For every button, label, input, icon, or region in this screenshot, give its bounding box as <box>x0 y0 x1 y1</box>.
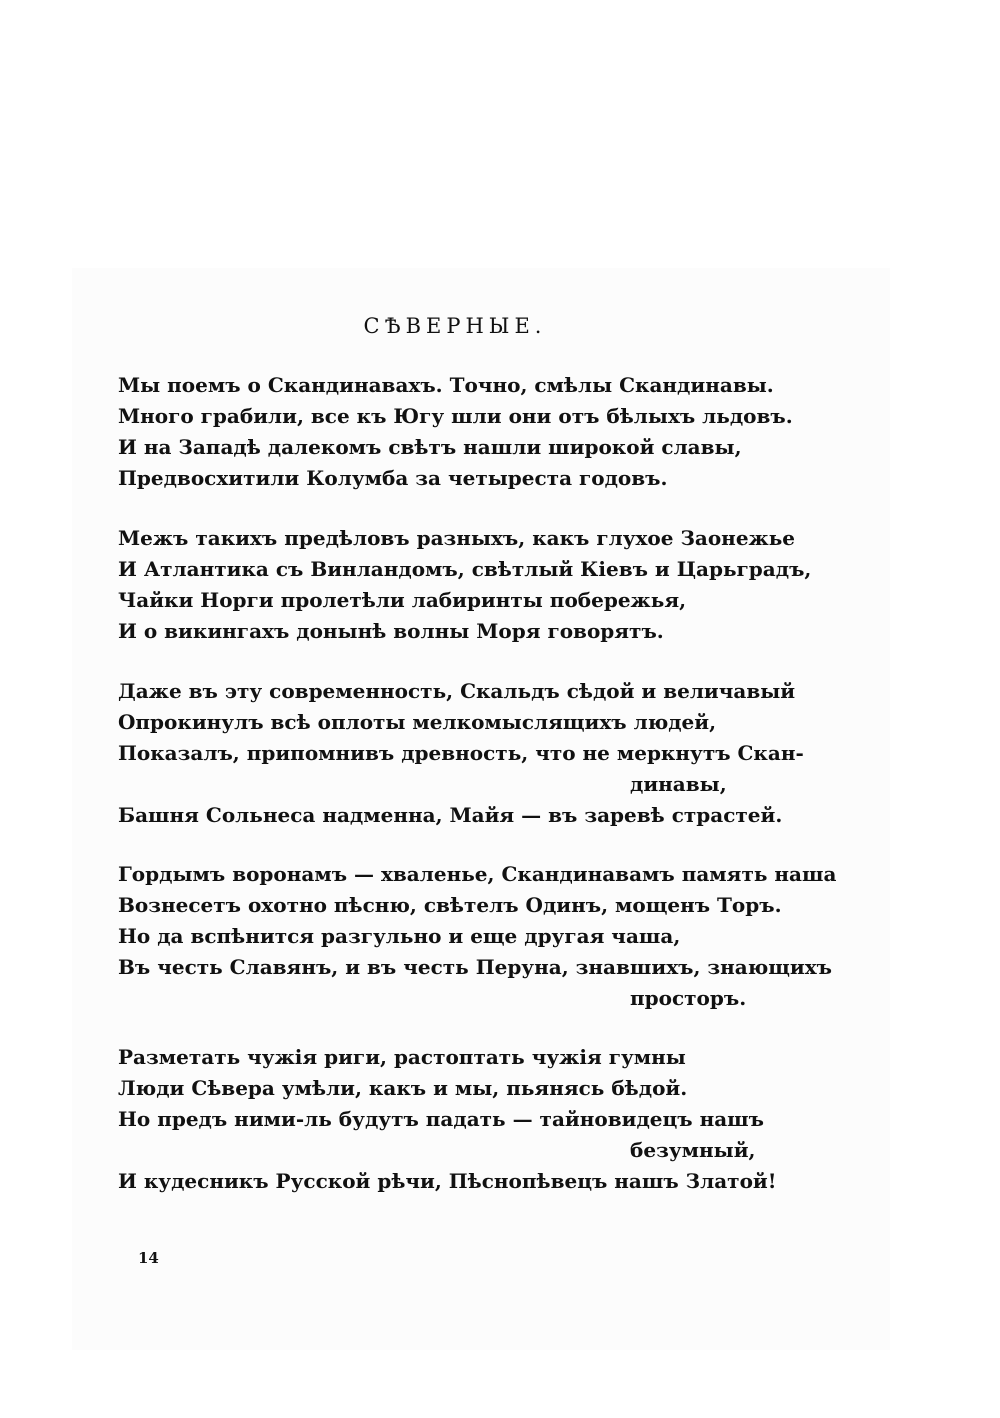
stanza <box>118 370 878 494</box>
page-number: 14 <box>138 1249 159 1267</box>
poem-line: И на Западѣ далекомъ свѣтъ нашли широкой славы, <box>118 435 742 459</box>
stanza <box>118 859 878 1014</box>
poem-line-continuation: просторъ. <box>630 986 747 1010</box>
poem-line: Чайки Норги пролетѣли лабиринты побережья, <box>118 588 687 612</box>
poem-line-continuation: безумный, <box>630 1138 756 1162</box>
poem-line: Но предъ ними-ль будутъ падать — тайновидецъ нашъ <box>118 1107 765 1131</box>
stanza <box>118 1042 878 1197</box>
poem-line: Вознесетъ охотно пѣсню, свѣтелъ Одинъ, мощенъ Торъ. <box>118 893 782 917</box>
poem-line: Но да вспѣнится разгульно и еще другая чаша, <box>118 924 681 948</box>
poem-line: Много грабили, все къ Югу шли они отъ бѣлыхъ льдовъ. <box>118 404 793 428</box>
poem-line: Мы поемъ о Скандинавахъ. Точно, смѣлы Скандинавы. <box>118 373 774 397</box>
poem-line: Показалъ, припомнивъ древность, что не меркнутъ Скан- <box>118 741 804 765</box>
poem-line: Даже въ эту современность, Скальдъ сѣдой и величавый <box>118 679 796 703</box>
stanza <box>118 676 878 831</box>
poem-line: Предвосхитили Колумба за четыреста годовъ. <box>118 466 668 490</box>
poem-line: Опрокинулъ всѣ оплоты мелкомыслящихъ людей, <box>118 710 717 734</box>
poem-line: И кудесникъ Русской рѣчи, Пѣснопѣвецъ нашъ Златой! <box>118 1169 777 1193</box>
poem-line: Въ честь Славянъ, и въ честь Перуна, знавшихъ, знающихъ <box>118 955 833 979</box>
poem-line: И о викингахъ донынѣ волны Моря говорятъ. <box>118 619 664 643</box>
poem-line: Гордымъ воронамъ — хваленье, Скандинавамъ память наша <box>118 862 837 886</box>
poem-line: И Атлантика съ Винландомъ, свѣтлый Кіевъ и Царьградъ, <box>118 557 812 581</box>
poem-line-continuation: динавы, <box>630 772 727 796</box>
poem-line: Межъ такихъ предѣловъ разныхъ, какъ глухое Заонежье <box>118 526 796 550</box>
poem-line: Люди Сѣвера умѣли, какъ и мы, пьянясь бѣдой. <box>118 1076 688 1100</box>
poem-title: СѢВЕРНЫЕ. <box>363 314 547 338</box>
poem-line: Башня Сольнеса надменна, Майя — въ заревѣ страстей. <box>118 803 783 827</box>
poem-line: Разметать чужія риги, растоптать чужія гумны <box>118 1045 686 1069</box>
stanza <box>118 523 878 647</box>
